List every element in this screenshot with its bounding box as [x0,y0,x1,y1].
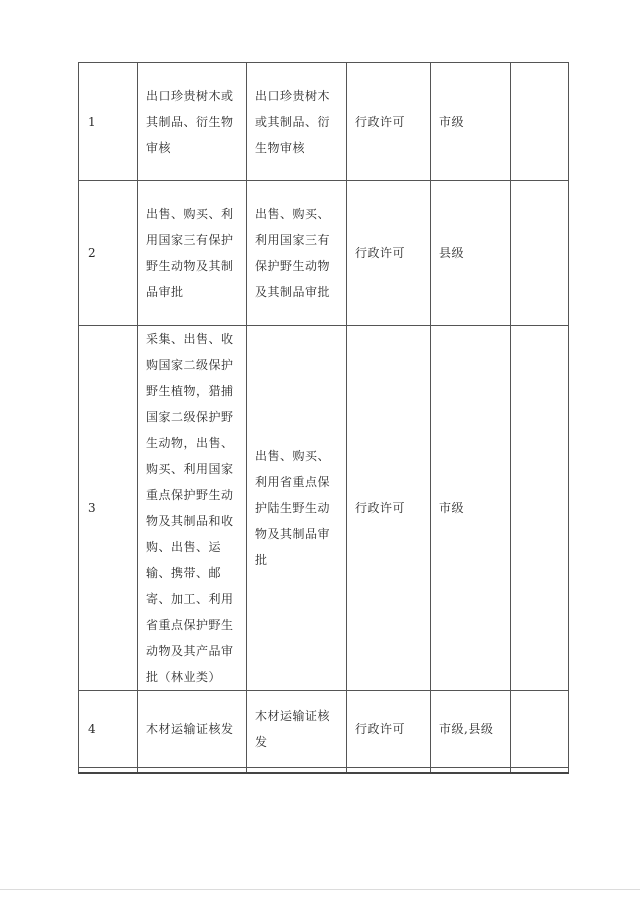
table-row [79,691,569,768]
item-name: 出口珍贵树木或其制品、衍生物审核 [146,88,234,155]
sub-item-name: 出售、购买、利用省重点保护陆生野生动物及其制品审批 [255,449,331,567]
table-cell [79,768,138,774]
item-level: 市级 [439,501,465,515]
note-cell [511,691,569,768]
item-name: 木材运输证核发 [146,722,234,736]
row-number-cell [79,691,138,768]
row-number-cell [79,326,138,691]
row-number: 1 [88,114,97,129]
item-level-cell [431,326,511,691]
table-row [79,63,569,181]
sub-item-name: 出售、购买、利用国家三有保护野生动物及其制品审批 [255,207,331,299]
item-name-cell [138,326,247,691]
item-level: 市级,县级 [439,722,494,736]
item-level-cell [431,181,511,326]
item-level: 市级 [439,114,465,129]
note-cell [511,63,569,181]
table-cell [247,768,347,774]
note-cell [511,326,569,691]
sub-item-name: 出口珍贵树木或其制品、衍生物审核 [255,88,331,155]
sub-item-cell [247,63,347,181]
item-name: 出售、购买、利用国家三有保护野生动物及其制品审批 [146,207,234,299]
table-cell [138,768,247,774]
row-number: 2 [88,246,97,260]
item-name-cell [138,691,247,768]
table-cell [431,768,511,774]
item-type: 行政许可 [355,501,406,515]
row-number-cell [79,181,138,326]
sub-item-cell [247,181,347,326]
item-level-cell [431,63,511,181]
table-cell [347,768,431,774]
item-type: 行政许可 [355,114,406,129]
page-edge-divider [0,889,640,890]
sub-item-cell [247,691,347,768]
row-number-cell [79,63,138,181]
item-type-cell [347,326,431,691]
table-row [79,768,569,774]
item-type-cell [347,691,431,768]
row-number: 4 [88,722,97,736]
row-number: 3 [88,501,97,515]
approval-items-table [78,62,569,774]
item-type-cell [347,63,431,181]
item-level-cell [431,691,511,768]
item-name-cell [138,63,247,181]
item-name-cell [138,181,247,326]
item-type: 行政许可 [355,246,406,260]
table-row [79,326,569,691]
item-type: 行政许可 [355,722,406,736]
table-cell [511,768,569,774]
item-type-cell [347,181,431,326]
table-row [79,181,569,326]
item-level: 县级 [439,246,465,260]
note-cell [511,181,569,326]
item-name: 采集、出售、收购国家二级保护野生植物，猎捕国家二级保护野生动物，出售、购买、利用国家重点保护野生动物及其制品和收购、出售、运输、携带、邮寄、加工、利用省重点保护野生动物及其产品审批（林业类） [146,332,234,684]
sub-item-name: 木材运输证核发 [255,709,331,749]
sub-item-cell [247,326,347,691]
